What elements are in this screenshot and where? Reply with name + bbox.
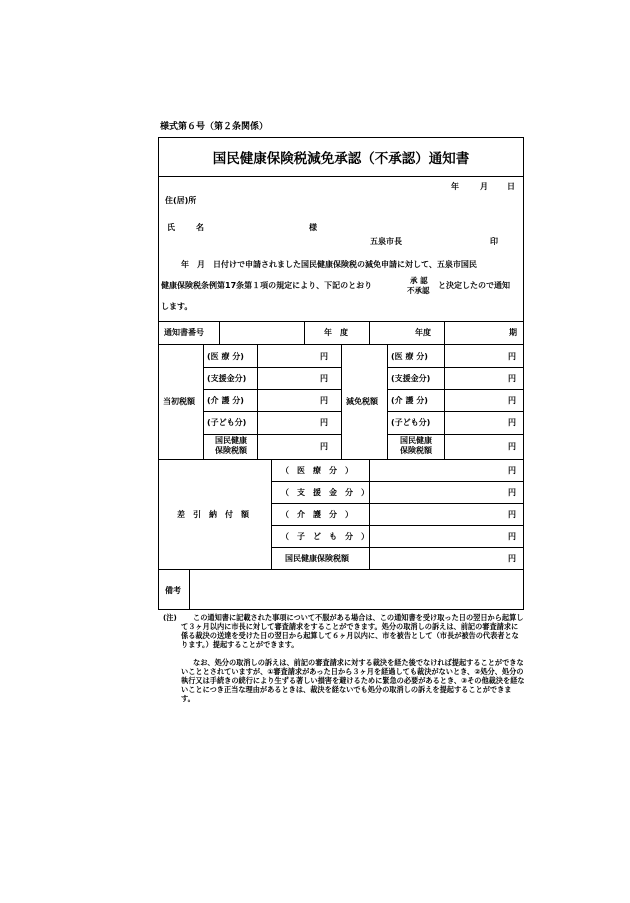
yen-unit: 円 xyxy=(320,352,328,361)
yen-unit: 円 xyxy=(508,532,516,541)
reduced-child: (子ども分) xyxy=(391,418,431,427)
mayor-label: 五泉市長 xyxy=(370,237,402,246)
initial-tax-label: 当初税額 xyxy=(163,397,195,406)
payment-total: 国民健康保険税額 xyxy=(285,554,349,563)
payment-support: （ 支 援 金 分 ） xyxy=(281,488,369,497)
yen-unit: 円 xyxy=(508,396,516,405)
payment-child: （ 子 ど も 分 ） xyxy=(281,532,369,541)
yen-unit: 円 xyxy=(508,488,516,497)
date-year: 年 xyxy=(451,182,459,191)
yen-unit: 円 xyxy=(508,554,516,563)
yen-unit: 円 xyxy=(320,374,328,383)
initial-child: (子ども分) xyxy=(207,418,247,427)
notice-form xyxy=(158,137,524,610)
fiscal-year-label: 年 度 xyxy=(324,328,348,337)
yen-unit: 円 xyxy=(320,418,328,427)
yen-unit: 円 xyxy=(508,442,516,451)
reduced-tax-label: 減免税額 xyxy=(346,397,378,406)
payment-label: 差 引 納 付 額 xyxy=(177,510,249,519)
seal-label: 印 xyxy=(490,237,498,246)
disapprove-option: 不承認 xyxy=(407,286,430,295)
name-label-1: 氏 xyxy=(167,223,175,232)
yen-unit: 円 xyxy=(320,442,328,451)
yen-unit: 円 xyxy=(320,396,328,405)
remarks-label: 備考 xyxy=(165,586,181,595)
yen-unit: 円 xyxy=(508,374,516,383)
note-paragraph-2: なお、処分の取消しの訴えは、前記の審査請求に対する裁決を経た後でなければ提起することができないこととされていますが、①審査請求があった日から３ヶ月を経過しても裁決がないとき、②処分、処分の執行又は手続きの続行により生ずる著しい損害を避けるために緊急の必要があるとき、③その他裁決を経ないことにつき正当な理由があるときは、裁決を経ないでも処分の取消しの訴えを提起することができます。 xyxy=(181,658,525,703)
form-number-label: 様式第６号（第２条関係） xyxy=(160,122,269,132)
date-day: 日 xyxy=(507,182,515,191)
payment-medical: （ 医 療 分 ） xyxy=(281,466,353,475)
name-label-2: 名 xyxy=(196,223,204,232)
reduced-total-line2: 保険税額 xyxy=(400,446,432,455)
reduced-medical: (医 療 分) xyxy=(391,352,428,361)
body-line-2-post: と決定したので通知 xyxy=(438,281,510,290)
yen-unit: 円 xyxy=(508,418,516,427)
honorific: 様 xyxy=(309,223,317,232)
reduced-care: (介 護 分) xyxy=(391,396,428,405)
note-paragraph-1: この通知書に記載された事項について不服がある場合は、この通知書を受け取った日の翌日から起算して３ヶ月以内に市長に対して審査請求をすることができます。処分の取消しの訴えは、前記の審査請求に係る裁決の送達を受けた日の翌日から起算して６ヶ月以内に、市を被告として（市長が被告の代表者となります。）提起することができます。 xyxy=(181,613,524,649)
installment-label: 期 xyxy=(509,328,517,337)
initial-care: (介 護 分) xyxy=(207,396,244,405)
payment-care: （ 介 護 分 ） xyxy=(281,510,353,519)
yen-unit: 円 xyxy=(508,510,516,519)
note-mark: (注) xyxy=(163,613,177,622)
initial-support: (支援金分) xyxy=(207,374,247,383)
approve-option: 承 認 xyxy=(410,276,428,285)
body-line-2-pre: 健康保険税条例第17条第１項の規定により、下記のとおり xyxy=(161,281,373,290)
yen-unit: 円 xyxy=(508,352,516,361)
reduced-total-line1: 国民健康 xyxy=(400,436,432,445)
body-line-3: します。 xyxy=(161,302,193,311)
initial-total-line1: 国民健康 xyxy=(215,436,247,445)
yen-unit: 円 xyxy=(508,466,516,475)
fiscal-year-value: 年度 xyxy=(415,328,431,337)
notice-number-label: 通知書番号 xyxy=(164,328,204,337)
form-title: 国民健康保険税減免承認（不承認）通知書 xyxy=(159,138,523,177)
initial-total-line2: 保険税額 xyxy=(215,446,247,455)
body-line-1: 年 月 日付けで申請されました国民健康保険税の減免申請に対して、五泉市国民 xyxy=(181,260,477,269)
date-month: 月 xyxy=(480,182,488,191)
reduced-support: (支援金分) xyxy=(391,374,431,383)
address-label: 住(居)所 xyxy=(165,196,197,205)
initial-medical: (医 療 分) xyxy=(207,352,244,361)
